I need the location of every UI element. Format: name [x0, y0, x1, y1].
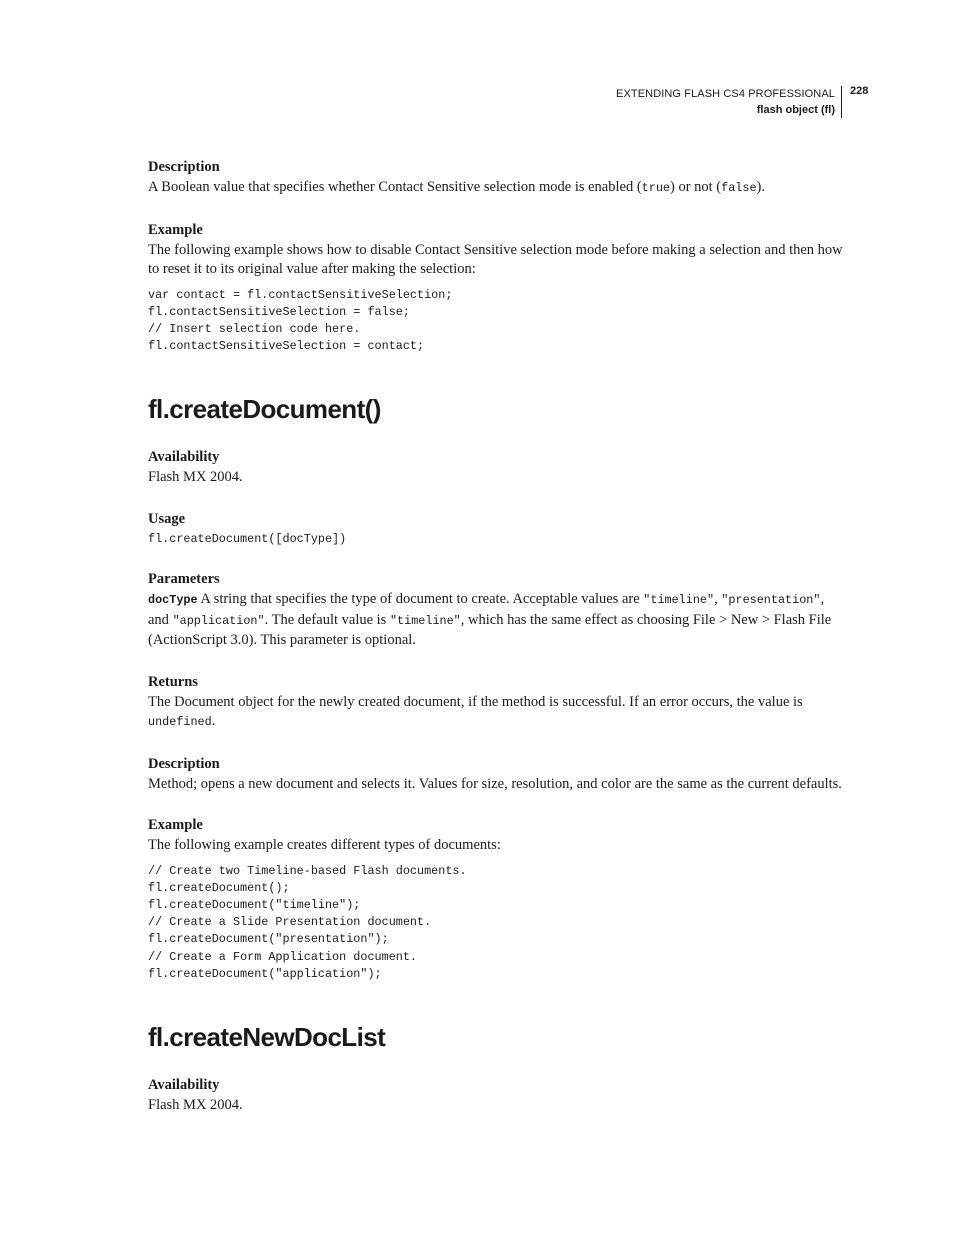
- availability-section: [148, 447, 843, 488]
- intro-example: [148, 220, 843, 356]
- parameters-section: [148, 569, 843, 651]
- param-name: docType: [148, 593, 198, 608]
- usage-label: Usage: [148, 510, 186, 527]
- undefined-literal: undefined: [148, 715, 212, 730]
- code-block: // Create two Timeline-based Flash documents. fl.createDocument(); fl.createDocument("timeline"); // Create a Slide Presentation document. fl.createDocument("presentation"); // Create a Form Application document. fl.createDocument("application");: [148, 863, 467, 981]
- description-section: [148, 754, 843, 795]
- availability-section: [148, 1075, 843, 1116]
- usage-code: fl.createDocument([docType]): [148, 531, 347, 546]
- parameters-label: Parameters: [148, 571, 220, 588]
- returns-label: Returns: [148, 673, 198, 690]
- page-content: [148, 157, 843, 1136]
- intro-description: [148, 157, 843, 199]
- description-label: Description: [148, 755, 220, 772]
- page-number: 228: [850, 85, 869, 97]
- true-literal: true: [641, 181, 670, 195]
- false-literal: false: [721, 181, 757, 195]
- description-text: Method; opens a new document and selects it. Values for size, resolution, and color are the same as the current defaults.: [148, 775, 842, 792]
- availability-label: Availability: [148, 449, 220, 466]
- usage-section: [148, 509, 843, 548]
- section-title: flash object (fl): [756, 104, 835, 116]
- availability-text: Flash MX 2004.: [148, 469, 243, 486]
- returns-text: The Document object for the newly created document, if the method is successful. If an error occurs, the value is undefined.: [148, 693, 803, 730]
- example-label: Example: [148, 817, 203, 834]
- book-title: EXTENDING FLASH CS4 PROFESSIONAL: [616, 88, 835, 100]
- availability-text: Flash MX 2004.: [148, 1096, 243, 1113]
- description-label: Description: [148, 159, 220, 175]
- description-text: A Boolean value that specifies whether Contact Sensitive selection mode is enabled (true) or not (false).: [148, 179, 766, 195]
- example-section: [148, 815, 843, 983]
- parameter-doctype: docType A string that specifies the type of document to create. Acceptable values are "timeline", "presentation", and "application". The default value is "timeline", which has the same effect as choosing File > New > Flash File (ActionScript 3.0). This parameter is optional.: [148, 591, 832, 649]
- example-label: Example: [148, 221, 203, 238]
- availability-label: Availability: [148, 1076, 220, 1093]
- code-block: var contact = fl.contactSensitiveSelection; fl.contactSensitiveSelection = false; // Insert selection code here. fl.contactSensitiveSelection = contact;: [148, 287, 453, 354]
- running-header: [616, 86, 842, 118]
- method-title-create-document: fl.createDocument(): [148, 394, 381, 425]
- method-title-create-new-doc-list: fl.createNewDocList: [148, 1021, 386, 1052]
- example-text: The following example shows how to disable Contact Sensitive selection mode before making a selection and then how to reset it to its original value after making the selection:: [148, 241, 843, 277]
- returns-section: [148, 672, 843, 733]
- example-text: The following example creates different types of documents:: [148, 837, 501, 854]
